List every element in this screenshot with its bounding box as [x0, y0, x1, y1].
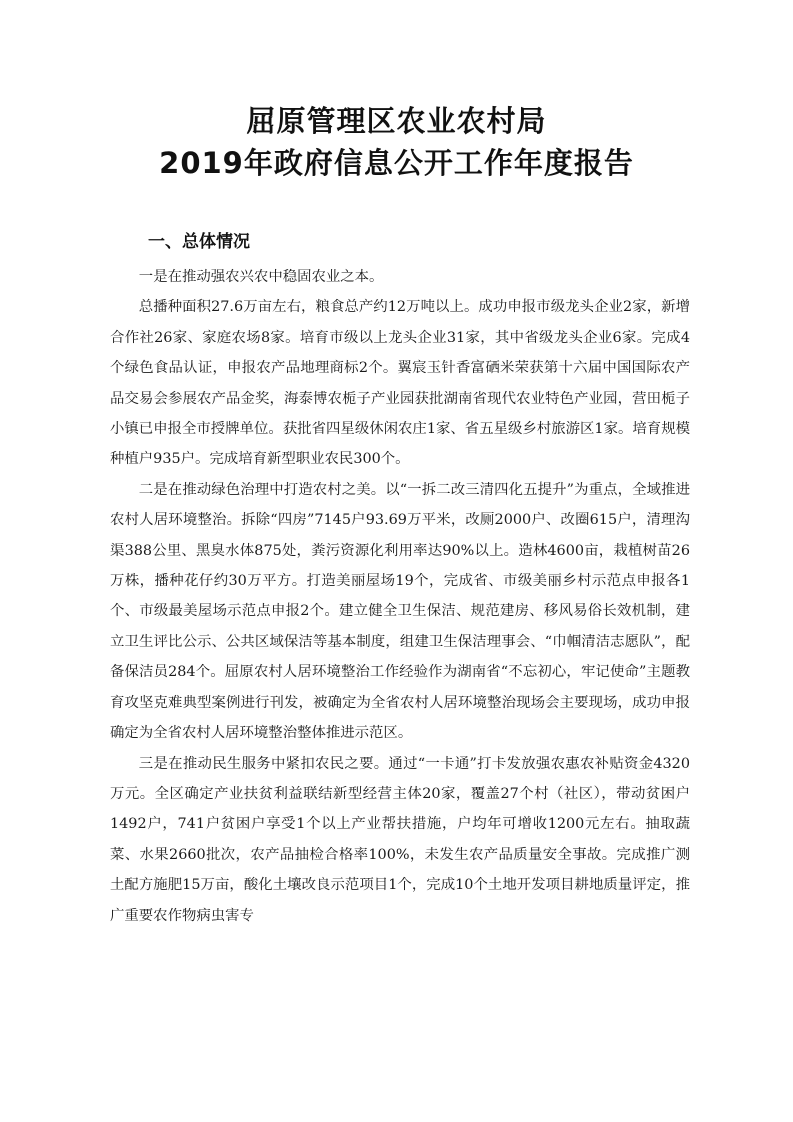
- title-line-1: 屈原管理区农业农村局: [246, 104, 547, 138]
- paragraph-livelihood: 三是在推动民生服务中紧扣农民之要。通过“一卡通”打卡发放强农惠农补贴资金4320万元。全区确定产业扶贫利益联结新型经营主体20家，覆盖27个村（社区），带动贫困户1492户，741户贫困户享受1个以上产业帮扶措施，户均年可增收1200元左右。抽取蔬菜、水果2660批次，农产品抽检合格率100%，未发生农产品质量安全事故。完成推广测土配方施肥15万亩，酸化土壤改良示范项目1个，完成10个土地开发项目耕地质量评定，推广重要农作物病虫害专: [110, 755, 690, 924]
- paragraph-green-governance: 二是在推动绿色治理中打造农村之美。以“一拆二改三清四化五提升”为重点，全域推进农村人居环境整治。拆除“四房”7145户93.69万平米，改厕2000户、改圈615户，清理沟渠388公里、黑臭水体875处，粪污资源化利用率达90%以上。造林4600亩，栽植树苗26万株，播种花仔约30万平方。打造美丽屋场19个，完成省、市级美丽乡村示范点申报各1个、市级最美屋场示范点申报2个。建立健全卫生保洁、规范建房、移风易俗长效机制，建立卫生评比公示、公共区域保洁等基本制度，组建卫生保洁理事会、“巾帼清洁志愿队”，配备保洁员284个。屈原农村人居环境整治工作经验作为湖南省“不忘初心，牢记使命”主题教育攻坚克难典型案例进行刊发，被确定为全省农村人居环境整治现场会主要现场，成功申报确定为全省农村人居环境整治整体推进示范区。: [110, 481, 690, 742]
- body-text: [110, 262, 690, 931]
- paragraph-intro: 一是在推动强农兴农中稳固农业之本。: [138, 269, 384, 285]
- document-title: [0, 100, 793, 184]
- title-line-2: 2019年政府信息公开工作年度报告: [159, 146, 634, 180]
- section-heading: 一、总体情况: [148, 232, 250, 252]
- paragraph-agriculture: 总播种面积27.6万亩左右，粮食总产约12万吨以上。成功申报市级龙头企业2家，新增合作社26家、家庭农场8家。培育市级以上龙头企业31家，其中省级龙头企业6家。完成4个绿色食品认证，申报农产品地理商标2个。翼宸玉针香富硒米荣获第十六届中国国际农产品交易会参展农产品金奖，海泰博农栀子产业园获批湖南省现代农业特色产业园，营田栀子小镇已申报全市授牌单位。获批省四星级休闲农庄1家、省五星级乡村旅游区1家。培育规模种植户935户。完成培育新型职业农民300个。: [110, 299, 690, 468]
